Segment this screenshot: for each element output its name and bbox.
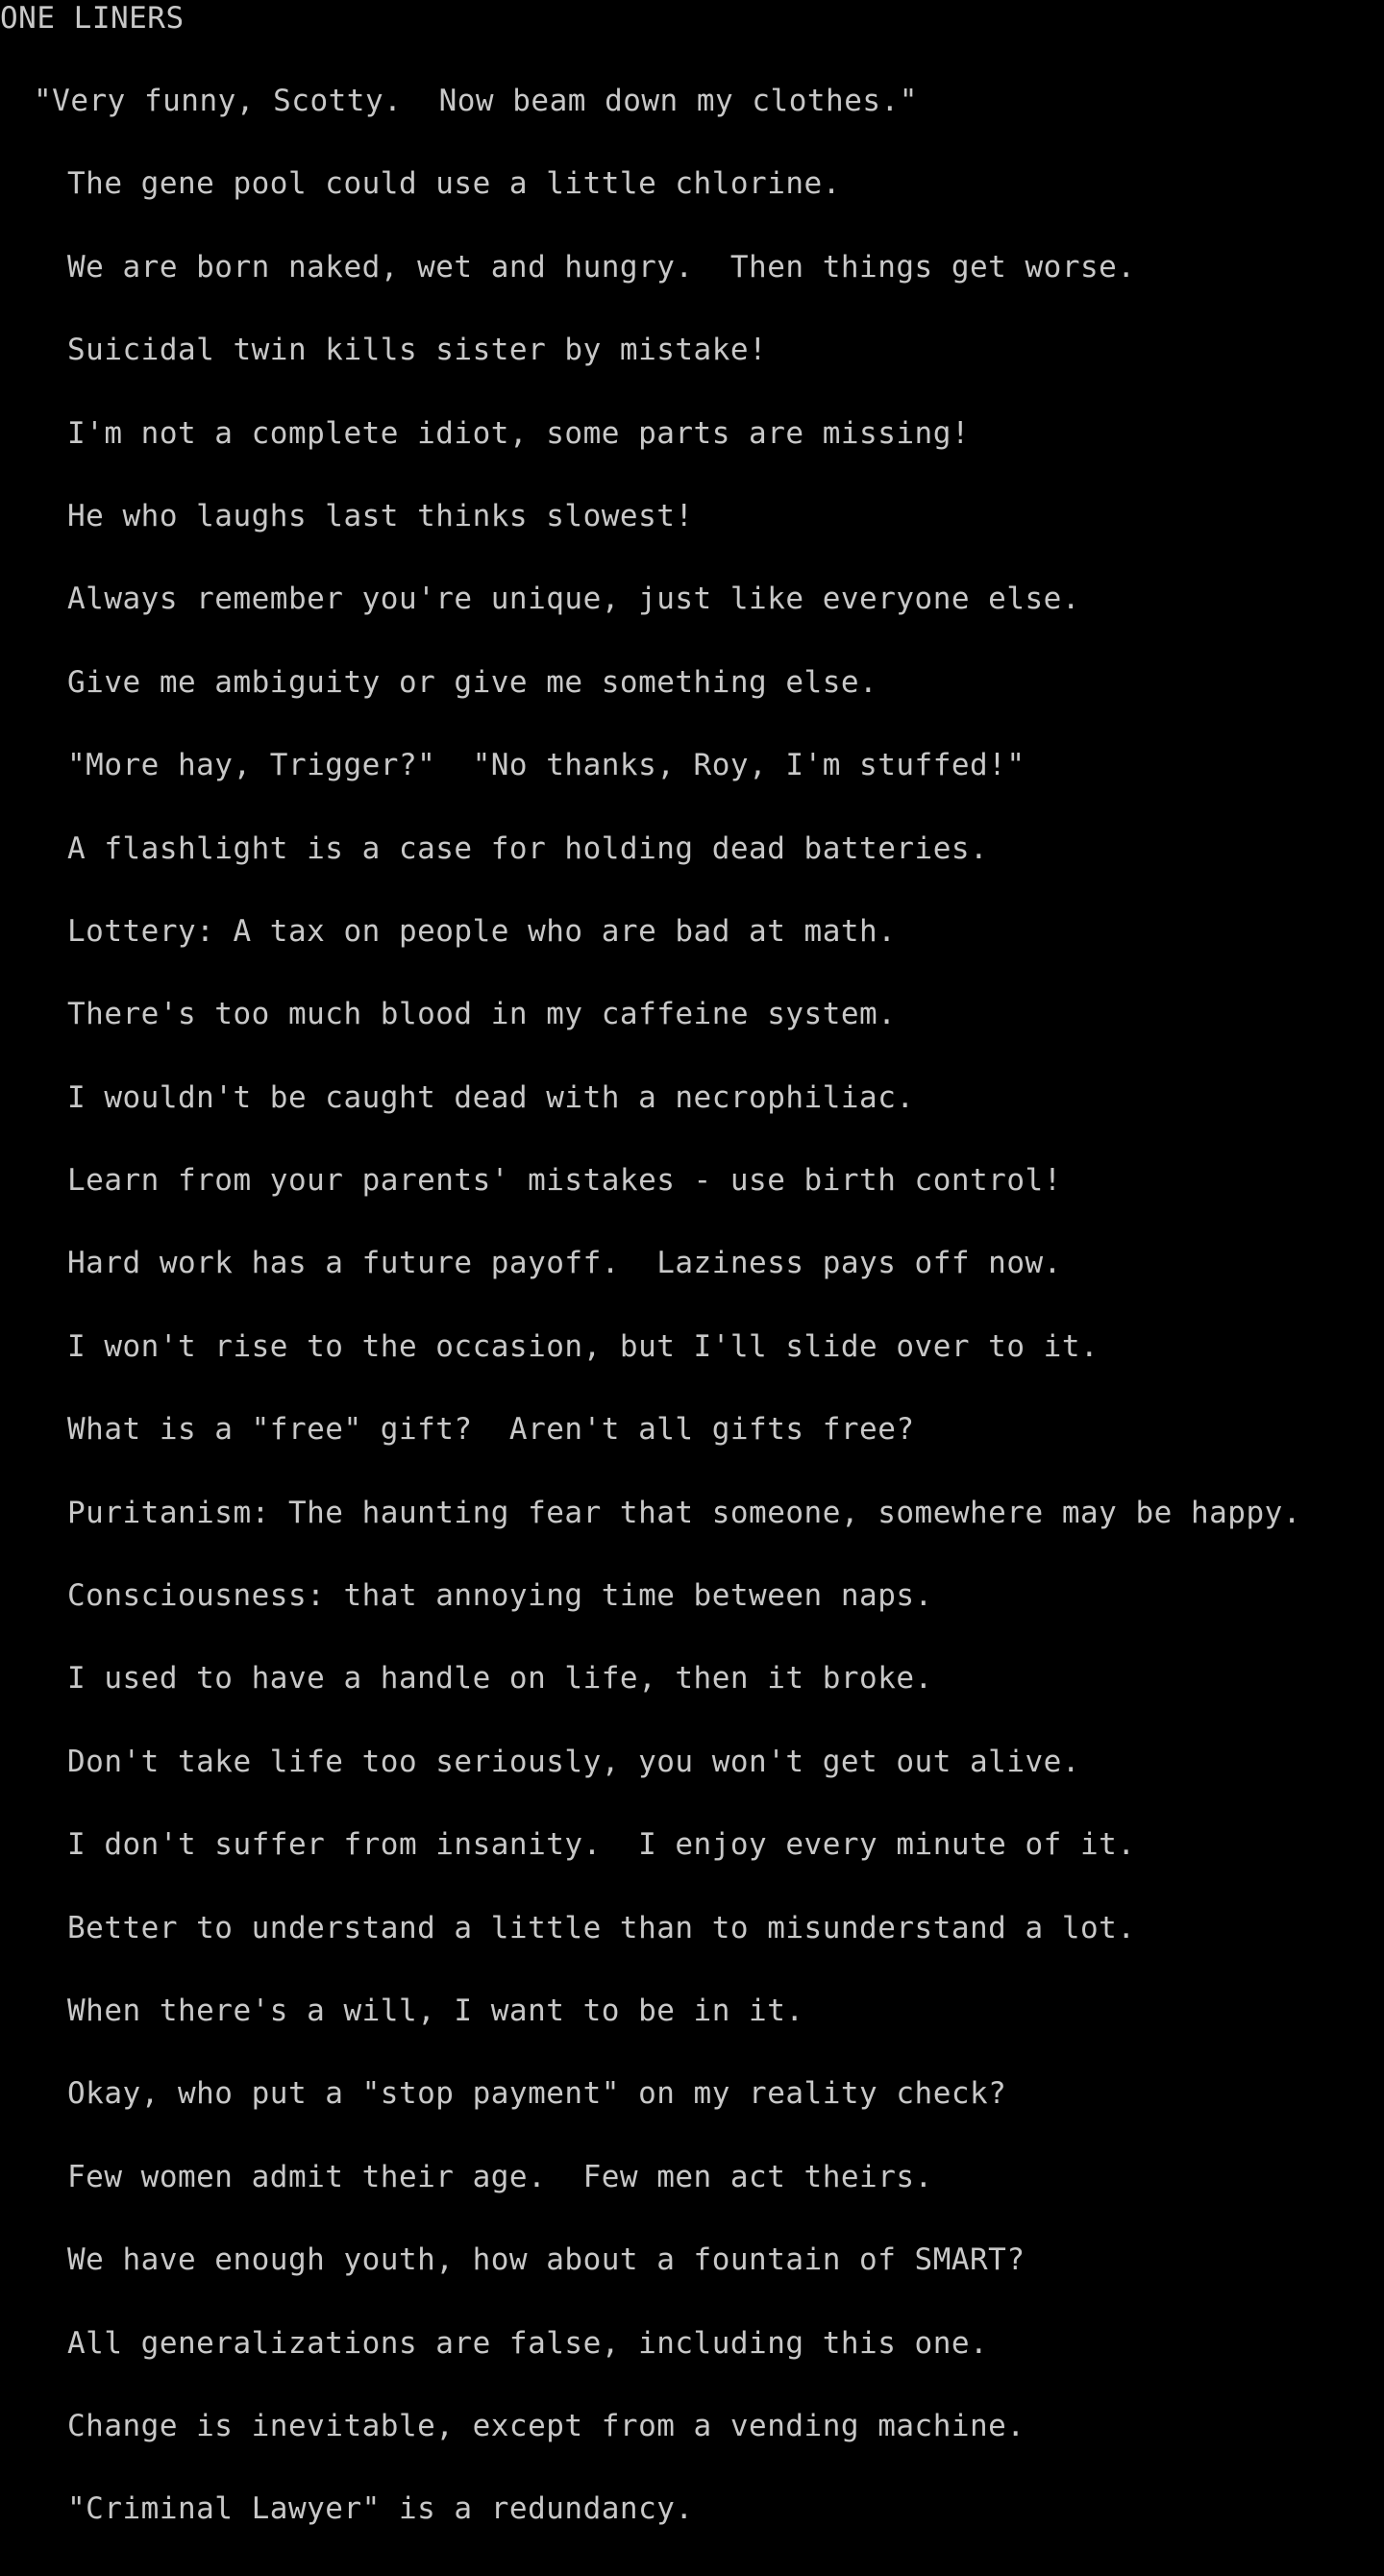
list-item: Few women admit their age. Few men act theirs. <box>67 2159 933 2194</box>
list-item: I won't rise to the occasion, but I'll slide over to it. <box>67 1328 1100 1364</box>
list-item: Change is inevitable, except from a vending machine. <box>67 2408 1026 2443</box>
list-item: Give me ambiguity or give me something else. <box>67 664 878 700</box>
list-item: I'm not a complete idiot, some parts are missing! <box>67 415 971 451</box>
list-item: All generalizations are false, including this one. <box>67 2325 989 2361</box>
list-item: The gene pool could use a little chlorine. <box>67 166 841 202</box>
list-item: "Very funny, Scotty. Now beam down my clothes." <box>34 84 918 118</box>
list-item: What is a "free" gift? Aren't all gifts free? <box>67 1412 915 1448</box>
list-item: When there's a will, I want to be in it. <box>67 1993 804 2028</box>
list-item: There's too much blood in my caffeine system. <box>67 997 897 1032</box>
list-item: Don't take life too seriously, you won't get out alive. <box>67 1744 1080 1779</box>
list-item: We are born naked, wet and hungry. Then things get worse. <box>67 249 1136 285</box>
list-item: He who laughs last thinks slowest! <box>67 498 694 533</box>
list-item: I used to have a handle on life, then it broke. <box>67 1661 933 1697</box>
list-item: We have enough youth, how about a fountain of SMART? <box>67 2242 1026 2278</box>
list-item: A flashlight is a case for holding dead batteries. <box>67 830 989 866</box>
list-item: Hard work has a future payoff. Laziness pays off now. <box>67 1246 1062 1281</box>
one-liners-list <box>0 85 1301 2576</box>
list-item: Always remember you're unique, just like everyone else. <box>67 582 1080 617</box>
list-item: Puritanism: The haunting fear that someone, somewhere may be happy. <box>67 1495 1301 1530</box>
list-item: Suicidal twin kills sister by mistake! <box>67 333 768 368</box>
list-item: Learn from your parents' mistakes - use birth control! <box>67 1163 1062 1199</box>
list-item: I don't suffer from insanity. I enjoy every minute of it. <box>67 1827 1136 1863</box>
list-item: Better to understand a little than to misunderstand a lot. <box>67 1910 1136 1945</box>
list-item: "More hay, Trigger?" "No thanks, Roy, I'm stuffed!" <box>67 748 1026 783</box>
list-item: I wouldn't be caught dead with a necrophiliac. <box>67 1079 915 1115</box>
page-title: ONE LINERS <box>0 1 185 36</box>
list-item: Consciousness: that annoying time between naps. <box>67 1578 933 1614</box>
list-item: "Criminal Lawyer" is a redundancy. <box>67 2491 694 2527</box>
list-item: Okay, who put a "stop payment" on my reality check? <box>67 2076 1007 2112</box>
list-item: Lottery: A tax on people who are bad at math. <box>67 913 897 949</box>
